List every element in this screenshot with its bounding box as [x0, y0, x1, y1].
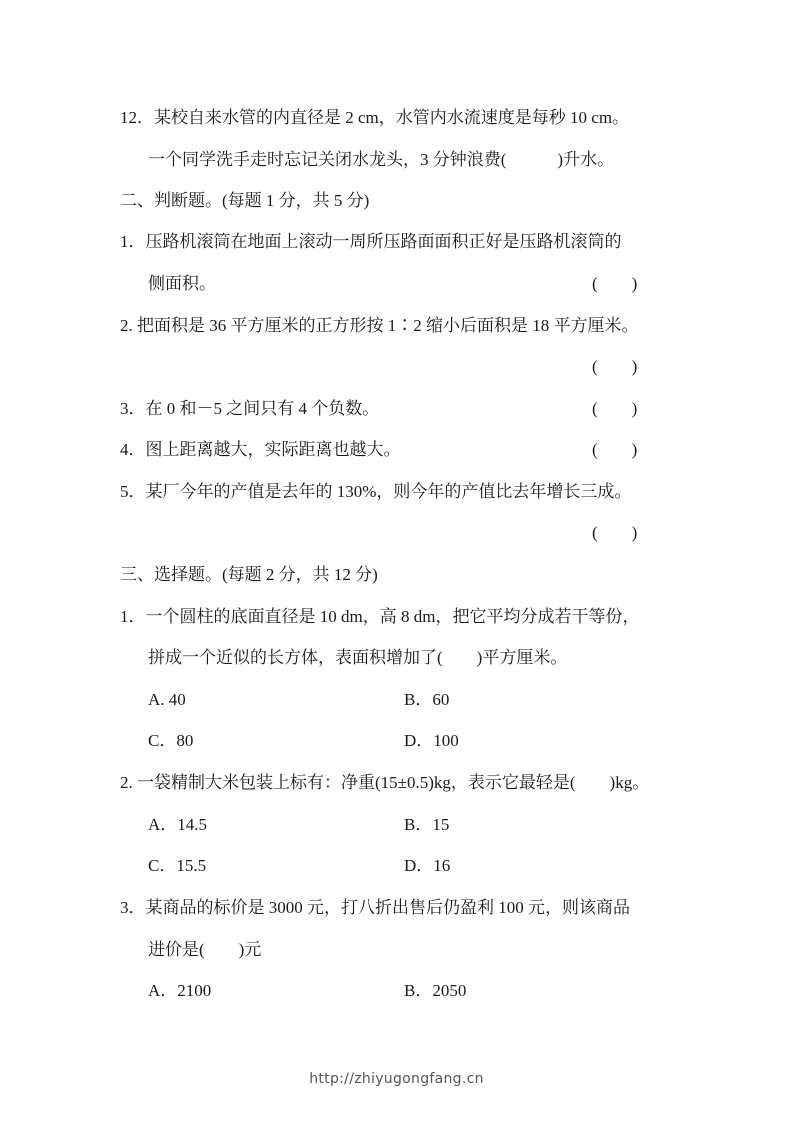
s3-q2-option-c: C．15.5	[148, 856, 207, 875]
s3-q2-option-a: A．14.5	[148, 815, 208, 834]
s3-q3-line2: 进价是( )元	[148, 940, 262, 959]
q12-line2: 一个同学洗手走时忘记关闭水龙头，3 分钟浪费( )升水。	[148, 150, 615, 169]
s2-q3: 3．在 0 和－5 之间只有 4 个负数。	[120, 399, 380, 418]
s2-q5-line1: 5．某厂今年的产值是去年的 130%，则今年的产值比去年增长三成。	[120, 482, 632, 501]
s3-q3-option-b: B．2050	[404, 981, 467, 1000]
section3-title: 三、选择题。(每题 2 分，共 12 分)	[120, 565, 378, 584]
s3-q1-line1: 1．一个圆柱的底面直径是 10 dm，高 8 dm，把它平均分成若干等份，	[120, 607, 640, 626]
section2-title: 二、判断题。(每题 1 分，共 5 分)	[120, 191, 370, 210]
s2-q1-answer-paren: ( )	[592, 274, 638, 293]
s3-q1-line2: 拼成一个近似的长方体，表面积增加了( )平方厘米。	[148, 648, 568, 667]
s3-q1-option-a: A. 40	[148, 690, 186, 709]
s3-q3-option-a: A．2100	[148, 981, 212, 1000]
s2-q4-answer-paren: ( )	[592, 440, 638, 459]
s3-q2-line1: 2. 一袋精制大米包装上标有：净重(15±0.5)kg，表示它最轻是( )kg。	[120, 773, 650, 792]
s3-q1-option-c: C．80	[148, 731, 194, 750]
s2-q1-line1: 1．压路机滚筒在地面上滚动一周所压路面面积正好是压路机滚筒的	[120, 232, 622, 251]
s3-q1-option-d: D．100	[404, 731, 459, 750]
q12-line1: 12．某校自来水管的内直径是 2 cm，水管内水流速度是每秒 10 cm。	[120, 108, 630, 127]
footer-url[interactable]: http://zhiyugongfang.cn	[309, 1071, 484, 1087]
s3-q1-option-b: B．60	[404, 690, 450, 709]
s2-q2-line1: 2. 把面积是 36 平方厘米的正方形按 1∶2 缩小后面积是 18 平方厘米。	[120, 316, 639, 335]
s3-q2-option-b: B．15	[404, 815, 450, 834]
s2-q1-line2: 侧面积。	[148, 274, 216, 293]
s2-q5-answer-paren: ( )	[592, 523, 638, 542]
s3-q2-option-d: D．16	[404, 856, 451, 875]
s3-q3-line1: 3．某商品的标价是 3000 元，打八折出售后仍盈利 100 元，则该商品	[120, 898, 630, 917]
s2-q4: 4．图上距离越大，实际距离也越大。	[120, 440, 401, 459]
s2-q3-answer-paren: ( )	[592, 399, 638, 418]
s2-q2-answer-paren: ( )	[592, 357, 638, 376]
